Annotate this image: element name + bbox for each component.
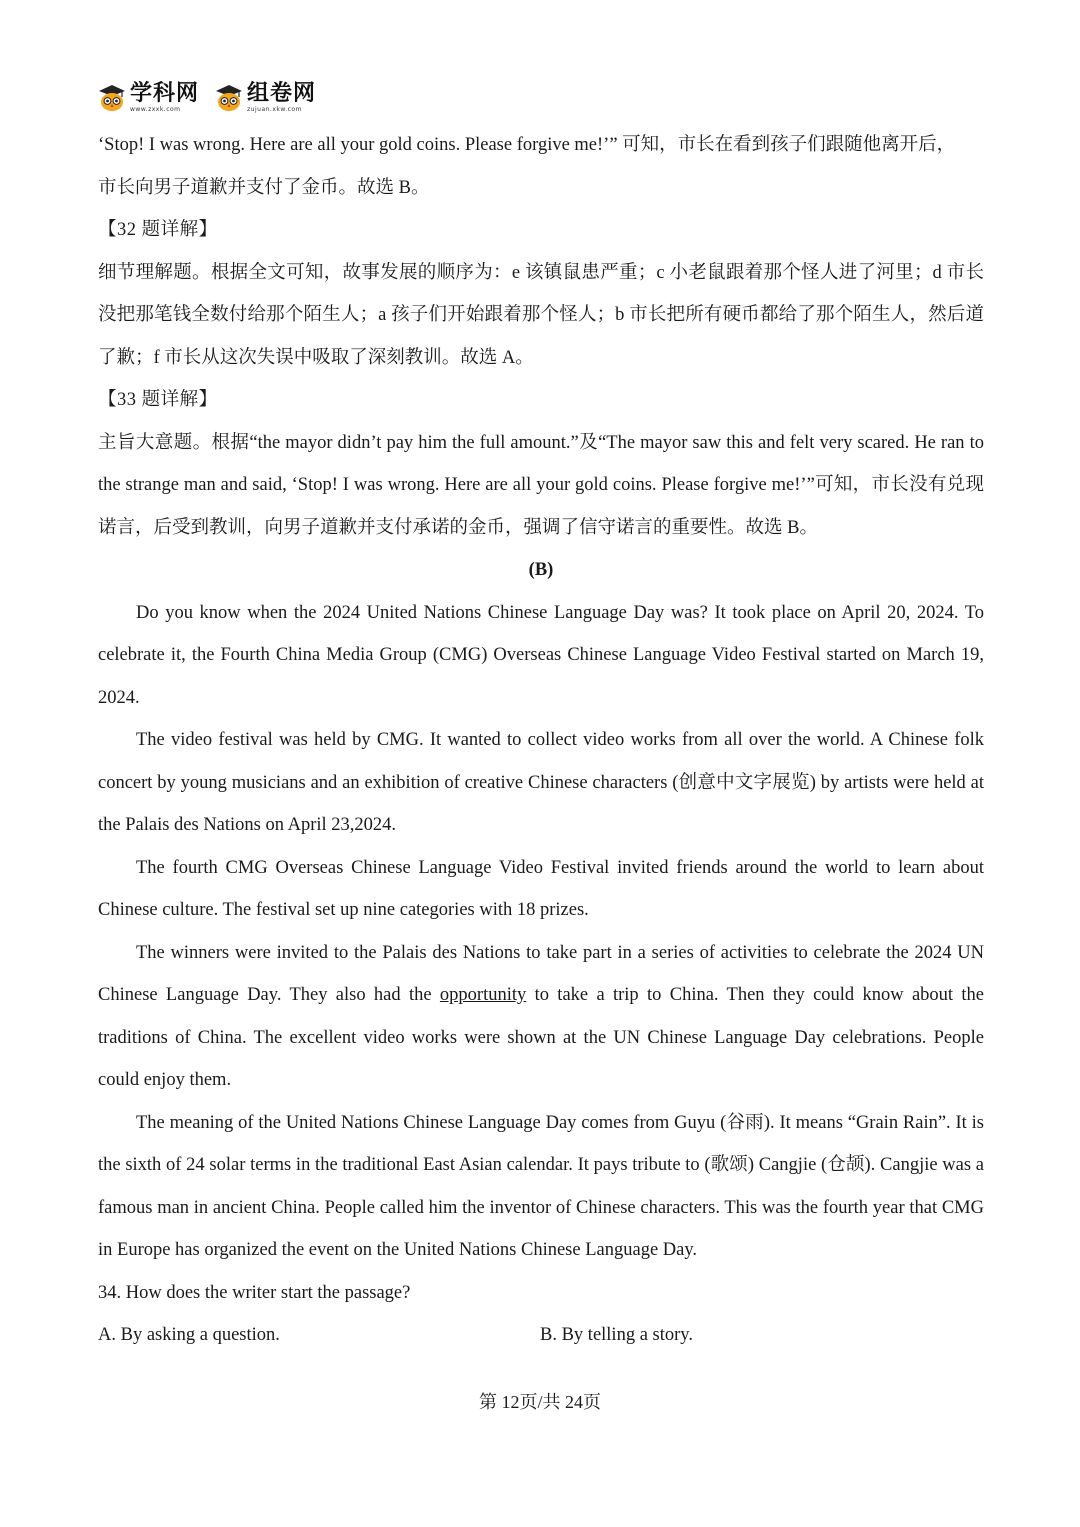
p4-text-before: The winners were invited to the Palais des Nations to take part in a series of activities to celebrate the 2024 UN Chinese Language Day. They also had the bbox=[98, 942, 984, 1005]
page-content bbox=[98, 124, 984, 1357]
logo-url: www.zxxk.com bbox=[130, 106, 181, 113]
header-logos bbox=[98, 80, 316, 116]
q33-heading: 【33 题详解】 bbox=[98, 390, 218, 410]
p4-text-after: to take a trip to China. Then they could know about the traditions of China. The excellent video works were shown at the UN Chinese Language Day celebrations. People could enjoy them. bbox=[98, 985, 984, 1090]
logo-zujuanwang[interactable] bbox=[215, 83, 316, 113]
passage-paragraph-1: Do you know when the 2024 United Nations Chinese Language Day was? It took place on April 20, 2024. To celebrate it, the Fourth China Media Group (CMG) Overseas Chinese Language Video Festival started on March 19, 2024. bbox=[98, 602, 984, 708]
q31-explanation-line2: 市长向男子道歉并支付了金币。故选 B。 bbox=[98, 177, 430, 198]
underlined-word: opportunity bbox=[439, 985, 527, 1005]
owl-mortarboard-icon bbox=[98, 84, 126, 112]
logo-name: 组卷网 bbox=[247, 81, 317, 106]
q33-explanation: 主旨大意题。根据“the mayor didn’t pay him the full amount.”及“The mayor saw this and felt very scared. He ran to the strange man and said, ‘Stop! I was wrong. Here are all your gold coins. Please forgive me!’”可知，市长没有兑现诺言，后受到教训，向男子道歉并支付承诺的金币，强调了信守诺言的重要性。故选 B。 bbox=[98, 432, 984, 538]
passage-paragraph-2: The video festival was held by CMG. It wanted to collect video works from all over the world. A Chinese folk concert by young musicians and an exhibition of creative Chinese characters (创意中文字展览) by artists were held at the Palais des Nations on April 23,2024. bbox=[98, 730, 984, 835]
option-b[interactable]: B. By telling a story. bbox=[540, 1325, 693, 1345]
q32-explanation: 细节理解题。根据全文可知，故事发展的顺序为：e 该镇鼠患严重；c 小老鼠跟着那个怪人进了河里；d 市长没把那笔钱全数付给那个陌生人；a 孩子们开始跟着那个怪人；b 市长把所有硬币都给了那个陌生人，然后道了歉；f 市长从这次失误中吸取了深刻教训。故选 A。 bbox=[98, 262, 984, 368]
logo-name: 学科网 bbox=[130, 81, 200, 106]
passage-paragraph-3: The fourth CMG Overseas Chinese Language Video Festival invited friends around the world to learn about Chinese culture. The festival set up nine categories with 18 prizes. bbox=[98, 857, 984, 920]
owl-mortarboard-icon bbox=[215, 84, 243, 112]
logo-url: zujuan.xkw.com bbox=[247, 106, 302, 113]
logo-xuekewang[interactable] bbox=[98, 83, 199, 113]
passage-paragraph-4 bbox=[98, 932, 984, 1102]
question-34-options bbox=[98, 1314, 984, 1357]
q31-explanation-line1: ‘Stop! I was wrong. Here are all your gold coins. Please forgive me!’” 可知，市长在看到孩子们跟随他离开后， bbox=[98, 135, 956, 155]
q32-heading: 【32 题详解】 bbox=[98, 220, 218, 240]
page-footer: 第 12页/共 24页 bbox=[478, 1392, 601, 1412]
passage-title: (B) bbox=[528, 560, 554, 580]
option-a[interactable]: A. By asking a question. bbox=[98, 1325, 280, 1345]
passage-paragraph-5: The meaning of the United Nations Chinese Language Day comes from Guyu (谷雨). It means “Grain Rain”. It is the sixth of 24 solar terms in the traditional East Asian calendar. It pays tribute to (歌颂) Cangjie (仓颉). Cangjie was a famous man in ancient China. People called him the inventor of Chinese characters. This was the fourth year that CMG in Europe has organized the event on the United Nations Chinese Language Day. bbox=[98, 1112, 984, 1260]
question-34-stem: 34. How does the writer start the passage? bbox=[98, 1282, 411, 1303]
